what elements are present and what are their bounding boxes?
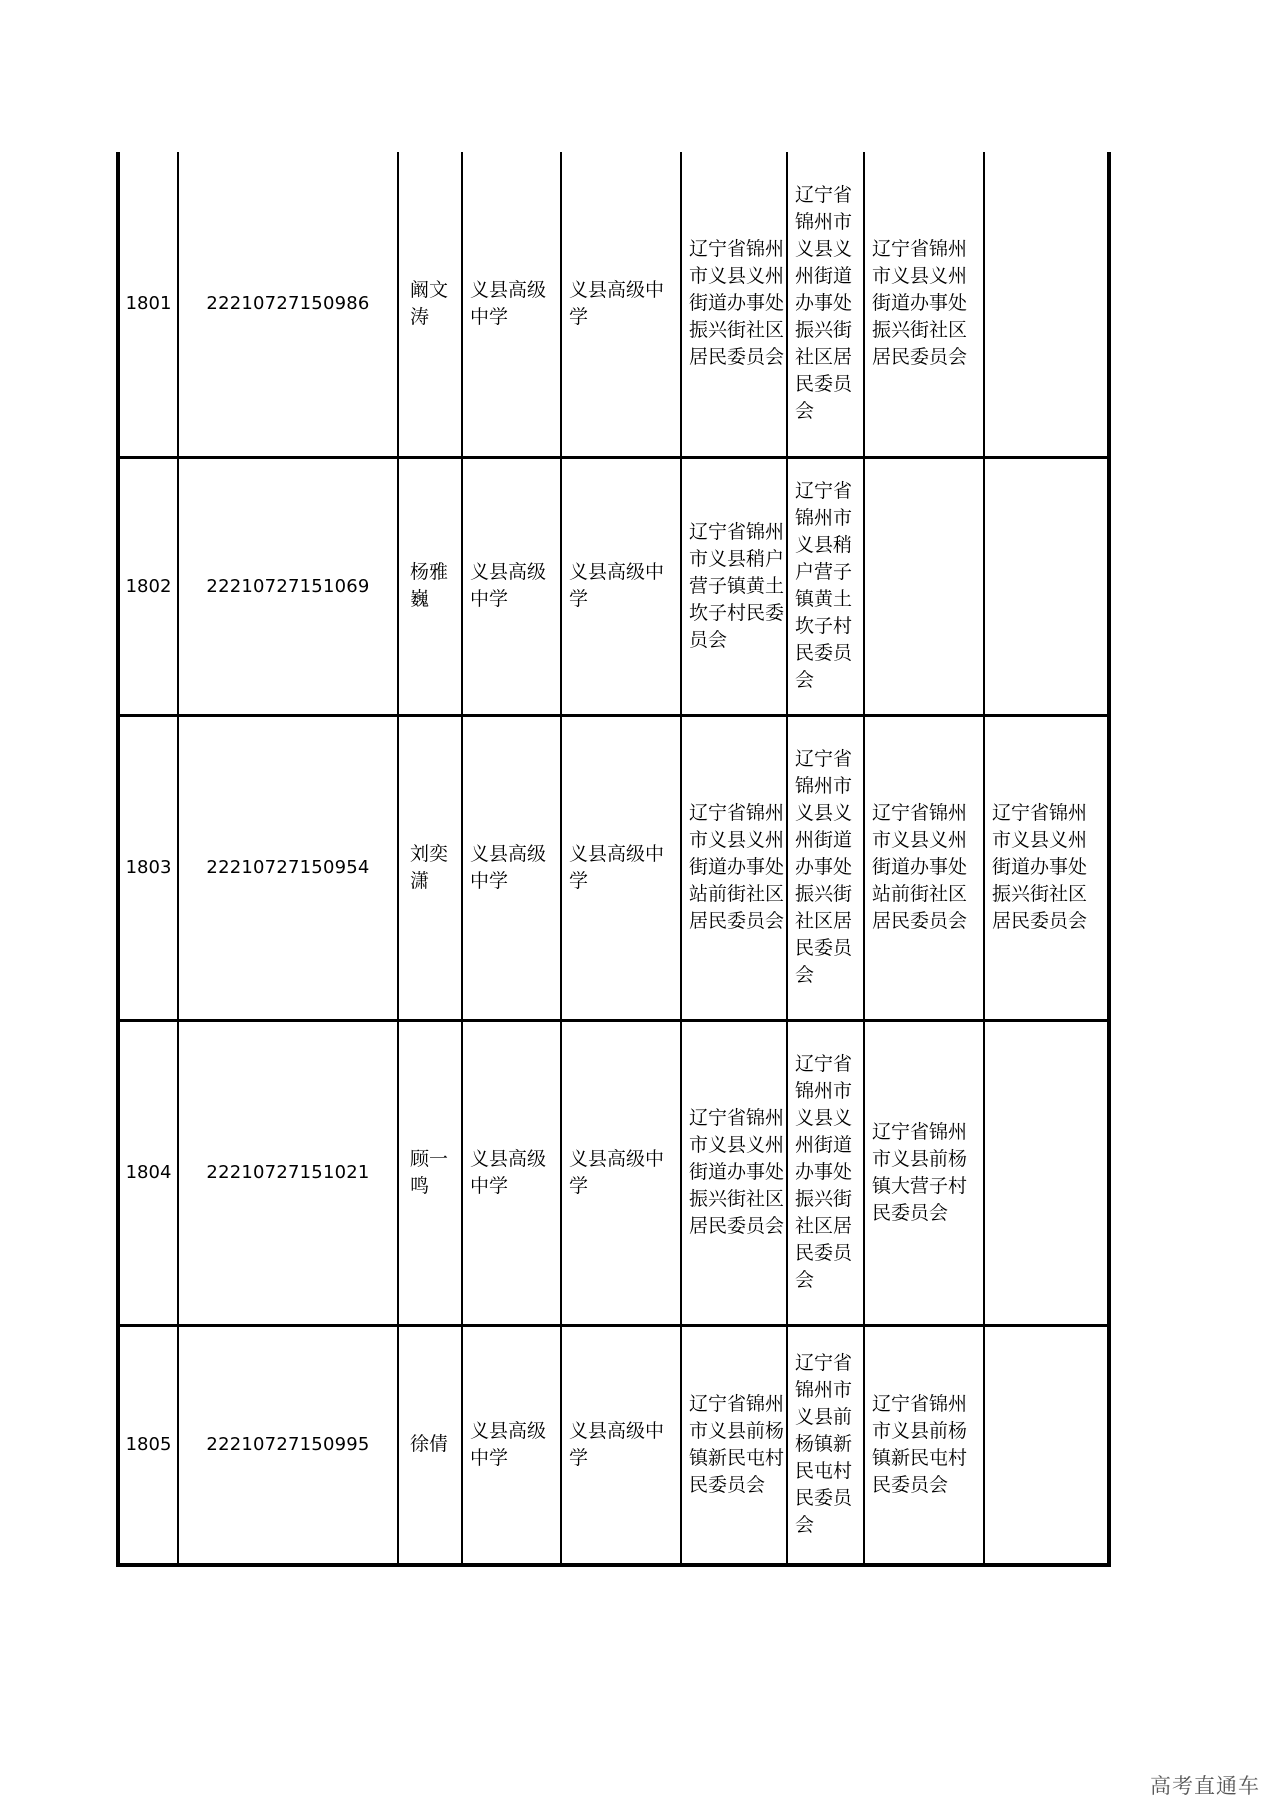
student-name-cell: 阚文涛 [398,152,462,457]
address-cell: 辽宁省锦州市义县前杨镇新民屯村民委员会 [864,1325,984,1565]
table-row [118,152,1109,457]
school-cell: 义县高级中学 [462,152,561,457]
school-cell: 义县高级中学 [462,715,561,1020]
roster-table-wrapper [116,152,1111,1567]
address-cell [984,152,1109,457]
seq-cell: 1804 [118,1020,178,1325]
graduate-school-cell: 义县高级中学 [561,457,681,715]
school-cell: 义县高级中学 [462,457,561,715]
table-row [118,1020,1109,1325]
graduate-school-cell: 义县高级中学 [561,1325,681,1565]
graduate-school-cell: 义县高级中学 [561,715,681,1020]
ticket-number-cell: 22210727151021 [178,1020,398,1325]
watermark-text: 高考直通车 [1150,1774,1260,1798]
address-cell: 辽宁省锦州市义县前杨镇新民屯村民委员会 [787,1325,864,1565]
seq-cell: 1802 [118,457,178,715]
ticket-number-cell: 22210727150986 [178,152,398,457]
address-cell: 辽宁省锦州市义县稍户营子镇黄土坎子村民委员会 [787,457,864,715]
seq-cell: 1801 [118,152,178,457]
address-cell: 辽宁省锦州市义县前杨镇新民屯村民委员会 [681,1325,787,1565]
seq-cell: 1805 [118,1325,178,1565]
graduate-school-cell: 义县高级中学 [561,152,681,457]
roster-body [118,152,1109,1565]
address-cell: 辽宁省锦州市义县义州街道办事处振兴街社区居民委员会 [984,715,1109,1020]
graduate-school-cell: 义县高级中学 [561,1020,681,1325]
table-row [118,1325,1109,1565]
student-name-cell: 刘奕潇 [398,715,462,1020]
address-cell: 辽宁省锦州市义县义州街道办事处振兴街社区居民委员会 [787,152,864,457]
student-roster-table [116,152,1111,1567]
ticket-number-cell: 22210727151069 [178,457,398,715]
address-cell: 辽宁省锦州市义县稍户营子镇黄土坎子村民委员会 [681,457,787,715]
seq-cell: 1803 [118,715,178,1020]
address-cell: 辽宁省锦州市义县义州街道办事处站前街社区居民委员会 [864,715,984,1020]
table-row [118,715,1109,1020]
address-cell [984,457,1109,715]
address-cell [984,1020,1109,1325]
student-name-cell: 杨雅巍 [398,457,462,715]
ticket-number-cell: 22210727150954 [178,715,398,1020]
address-cell: 辽宁省锦州市义县前杨镇大营子村民委员会 [864,1020,984,1325]
ticket-number-cell: 22210727150995 [178,1325,398,1565]
address-cell: 辽宁省锦州市义县义州街道办事处振兴街社区居民委员会 [681,1020,787,1325]
address-cell: 辽宁省锦州市义县义州街道办事处振兴街社区居民委员会 [864,152,984,457]
address-cell: 辽宁省锦州市义县义州街道办事处振兴街社区居民委员会 [787,715,864,1020]
address-cell [984,1325,1109,1565]
school-cell: 义县高级中学 [462,1020,561,1325]
student-name-cell: 徐倩 [398,1325,462,1565]
address-cell: 辽宁省锦州市义县义州街道办事处站前街社区居民委员会 [681,715,787,1020]
address-cell: 辽宁省锦州市义县义州街道办事处振兴街社区居民委员会 [681,152,787,457]
address-cell [864,457,984,715]
table-row [118,457,1109,715]
address-cell: 辽宁省锦州市义县义州街道办事处振兴街社区居民委员会 [787,1020,864,1325]
school-cell: 义县高级中学 [462,1325,561,1565]
student-name-cell: 顾一鸣 [398,1020,462,1325]
